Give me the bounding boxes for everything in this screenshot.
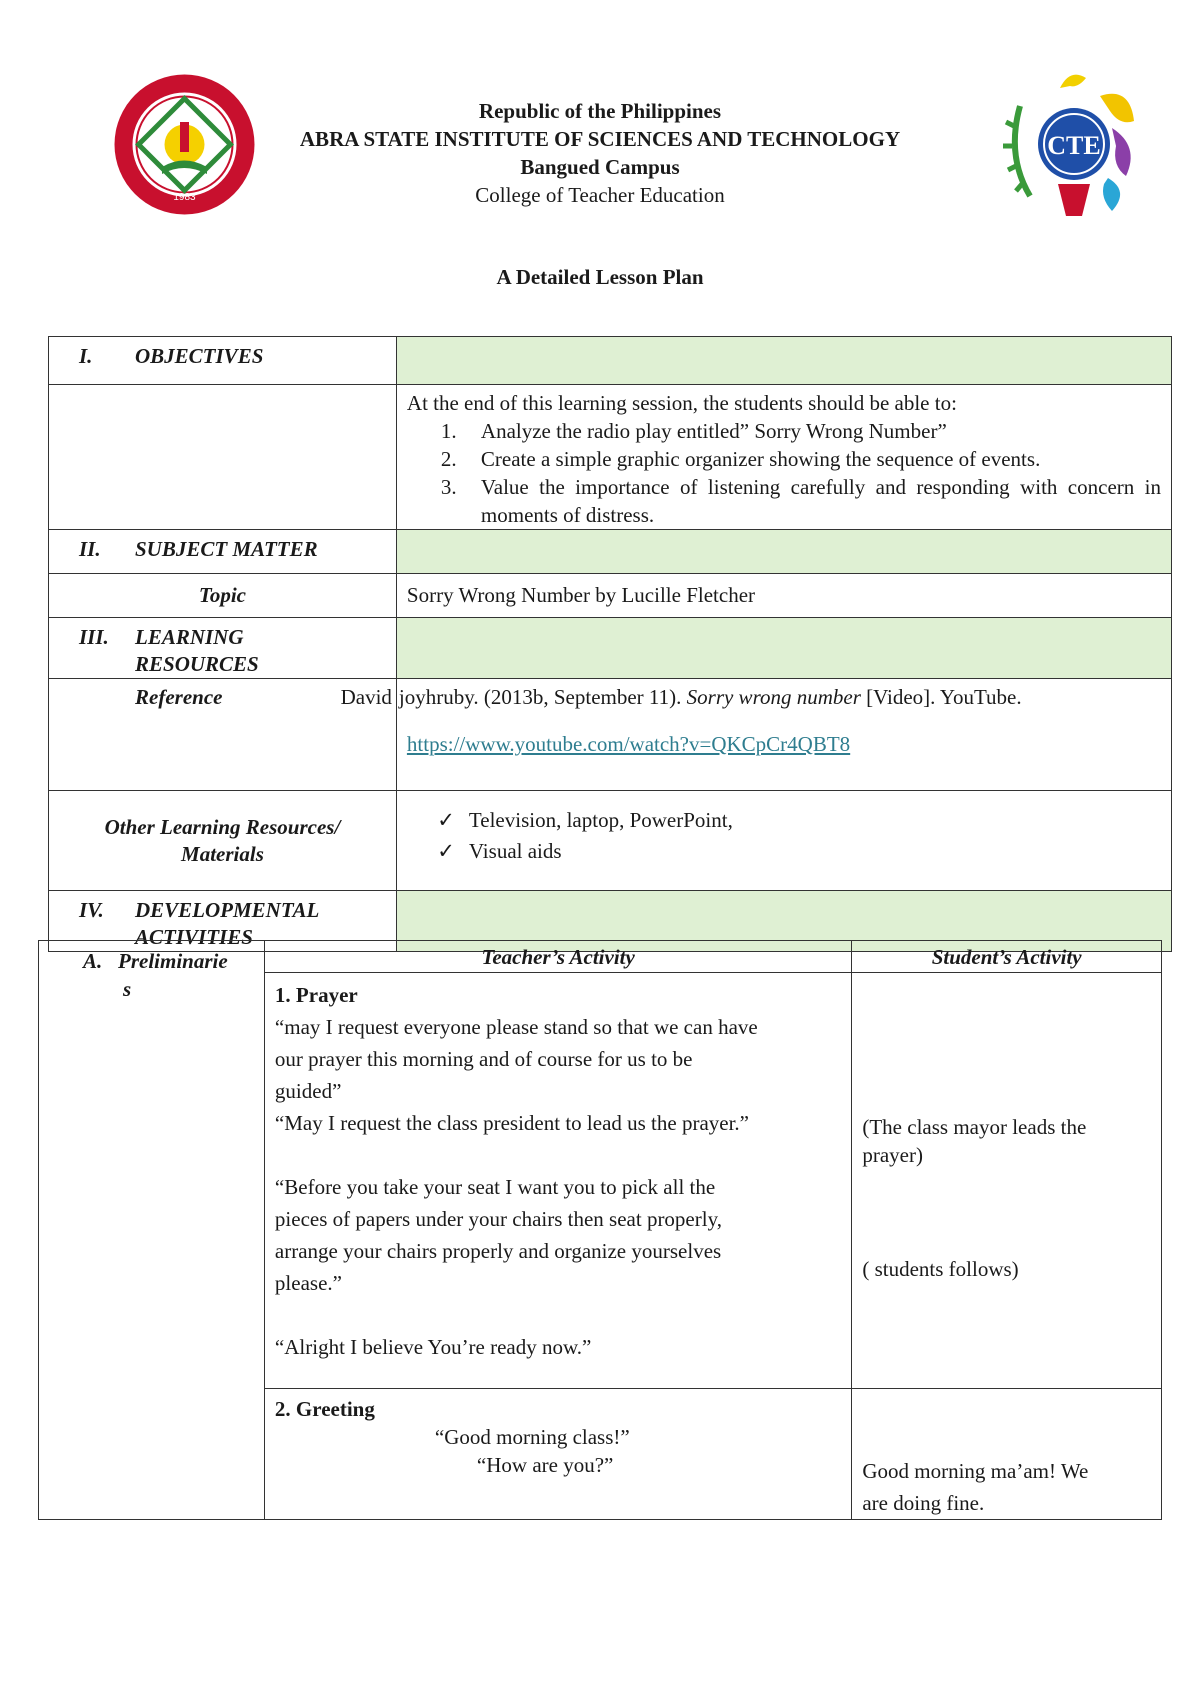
objectives-heading: OBJECTIVES [135, 344, 264, 368]
materials-label-line2: Materials [181, 841, 264, 866]
developmental-heading: DEVELOPMENTAL ACTIVITIES [135, 898, 319, 949]
reference-citation-end: [Video]. YouTube. [860, 685, 1022, 709]
topic-value: Sorry Wrong Number by Lucille Fletcher [406, 583, 756, 607]
institution-name: ABRA STATE INSTITUTE OF SCIENCES AND TECHNOLOGY [299, 127, 901, 151]
preliminaries-label-end: s [123, 977, 132, 1001]
student-response-prayer: (The class mayor leads the [862, 1115, 1087, 1139]
greeting-line1: “Good morning class!” [434, 1425, 630, 1449]
objective-item: 2. Create a simple graphic organizer showing the sequence of events. [440, 447, 1041, 471]
topic-row [49, 574, 1172, 618]
document-title: A Detailed Lesson Plan [496, 265, 704, 289]
developmental-row: IV. DEVELOPMENTAL ACTIVITIES [49, 891, 1172, 952]
reference-label: Reference [135, 685, 223, 709]
objectives-content-row [49, 385, 1172, 530]
teacher-activity-header: Teacher’s Activity [264, 941, 851, 973]
preliminaries-label: A. Preliminarie [83, 949, 228, 973]
student-response-greeting: Good morning ma’am! We [862, 1459, 1089, 1483]
prayer-row: 1. Prayer “may I request everyone please stand so that we can have our prayer this morning and of course for us to be guided” “May I request the class president to lead us the prayer.” “Before you take your seat I want you to pick all the pieces of papers under your chairs then seat properly, arrange your chairs properly and organize yourselves please.” “Alright I believe You’re ready now.” (The class mayor leads the prayer) ( students follows) [39, 973, 1162, 1389]
materials-row [49, 791, 1172, 891]
subject-matter-heading: SUBJECT MATTER [135, 537, 318, 561]
list-item: ✓ Television, laptop, PowerPoint, [397, 805, 1171, 836]
check-icon: ✓ [437, 838, 455, 863]
objectives-list [407, 417, 1161, 529]
activities-header-row [39, 941, 1162, 973]
learning-resources-row: III. LEARNING RESOURCES [49, 618, 1172, 679]
college-name: College of Teacher Education [475, 183, 725, 207]
prayer-heading: 1. Prayer [274, 983, 358, 1007]
greeting-row: 2. Greeting “Good morning class!” “How are you?” Good morning ma’am! We are doing fine. [39, 1389, 1162, 1520]
reference-link[interactable]: https://www.youtube.com/watch?v=QKCpCr4QBT8 [406, 732, 851, 756]
reference-title: Sorry wrong number [686, 685, 861, 709]
reference-author-first: David [340, 685, 392, 709]
topic-label: Topic [198, 583, 246, 607]
subject-matter-row: II. SUBJECT MATTER [49, 530, 1172, 574]
reference-citation: joyhruby. (2013b, September 11). [398, 685, 687, 709]
list-item: ✓ Visual aids [397, 836, 1171, 867]
activities-table [38, 940, 1162, 1520]
greeting-line2: “How are you?” [476, 1453, 614, 1477]
objective-item: 1. Analyze the radio play entitled” Sorry Wrong Number” [440, 419, 947, 443]
republic-line: Republic of the Philippines [478, 99, 722, 123]
learning-resources-heading: LEARNING RESOURCES [135, 625, 259, 676]
materials-label-line1: Other Learning Resources/ [104, 814, 341, 839]
objectives-intro: At the end of this learning session, the students should be able to: [406, 391, 957, 415]
campus-name: Bangued Campus [520, 155, 680, 179]
seal-year: 1983 [173, 192, 196, 203]
greeting-heading: 2. Greeting [274, 1397, 375, 1421]
cte-logo-text: CTE [1047, 131, 1101, 160]
objectives-row: I. OBJECTIVES [49, 337, 1172, 385]
student-response-follow: ( students follows) [862, 1257, 1019, 1281]
materials-list [397, 805, 1171, 867]
objective-item: 3. Value the importance of listening carefully and responding with concern in moments of distress. [440, 475, 1161, 527]
check-icon: ✓ [437, 807, 455, 832]
student-activity-header: Student’s Activity [852, 941, 1162, 973]
lesson-plan-table [48, 336, 1172, 952]
reference-row [49, 679, 1172, 791]
